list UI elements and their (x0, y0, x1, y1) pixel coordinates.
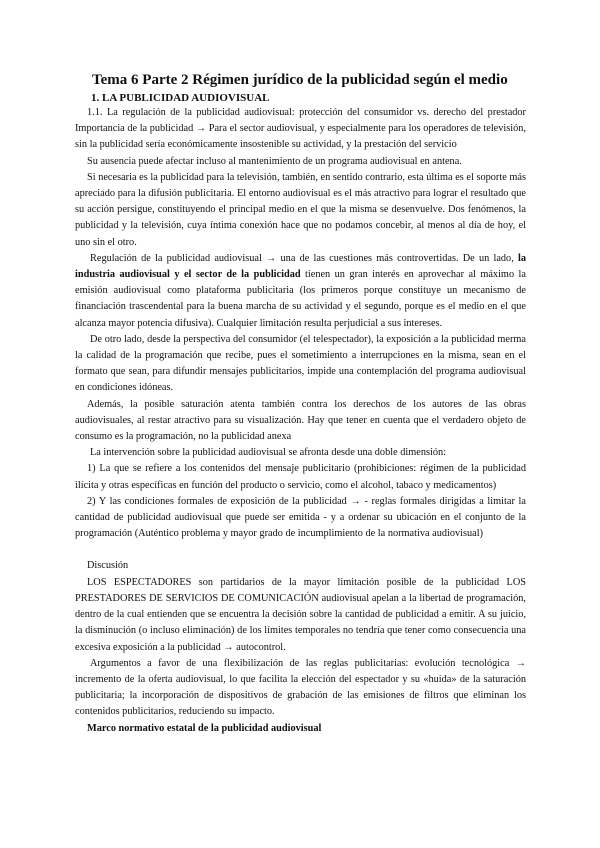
paragraph-tv-support: Si necesaria es la publicidad para la televisión, también, en sentido contrario, esta última es el soporte más apreciado para la difusión publicitaria. El entorno audiovisual es el más atractivo para lograr el resultado que su acción persigue, constituyendo el principal medio en el que la misma se desenvuelve. Dos fenómenos, la publicidad y la televisión, cuya íntima conexión hace que no podamos concebir, al menos al día de hoy, el uno sin el otro. (75, 171, 526, 248)
paragraph-formal-conditions: 2) Y las condiciones formales de exposición de la publicidad → - reglas formales dirigidas a limitar la cantidad de publicidad audiovisual que puede ser emitida - y a ordenar su ubicación en el conjunto de la programación (Auténtico problema y mayor grado de incumplimiento de la normativa audiovisual) (75, 495, 526, 540)
document-title: Tema 6 Parte 2 Régimen jurídico de la publicidad según el medio (92, 72, 508, 88)
industry-bold-text: la industria audiovisual y el sector de la publicidad (75, 252, 527, 281)
paragraph-saturation: Además, la posible saturación atenta también contra los derechos de los autores de las obras audiovisuales, al restar atractivo para su visualización. Hay que tener en cuenta que el verdadero objeto de consumo es la programación, no la publicidad anexa (75, 398, 526, 443)
paragraph-absence: Su ausencia puede afectar incluso al mantenimiento de un programa audiovisual en antena. (87, 155, 462, 167)
paragraph-importance: 1.1. La regulación de la publicidad audiovisual: protección del consumidor vs. derecho del prestador Importancia de la publicidad → Para el sector audiovisual, y especialmente para los operadores de televisión, sin la publicidad sería económicamente insostenible su actividad, y la prestación del servicio (75, 107, 526, 151)
legal-framework-heading: Marco normativo estatal de la publicidad audiovisual (87, 722, 322, 734)
spacer (75, 542, 526, 558)
paragraph-contents: 1) La que se refiere a los contenidos del mensaje publicitario (prohibiciones: régimen de la publicidad ilícita y otras específicas en función del producto o servicio, como el alcohol, tabaco y medicamentos) (75, 463, 526, 491)
paragraph-intervention: La intervención sobre la publicidad audiovisual se afronta desde una doble dimensión: (90, 447, 446, 459)
paragraph-legal-framework (75, 721, 526, 737)
paragraph-consumer: De otro lado, desde la perspectiva del consumidor (el telespectador), la exposición a la publicidad merma la calidad de la programación que recibe, pues el sometimiento a interrupciones en la misma, sean en el formato que sean, para difundir mensajes publicitarios, impide una contemplación del programa audiovisual en condiciones idóneas. (75, 333, 526, 394)
regulation-text-end: tienen un gran interés en aprovechar al máximo la emisión audiovisual como plataforma publicitaria (los primeros porque constituye un mecanismo de financiación trascendental para la buena marcha de su actividad y el segundo, porque es el medio en el que alcanza mayor potencia difusiva). Cualquier limitación resulta perjudicial a sus intereses. (75, 269, 526, 329)
paragraph-arguments: Argumentos a favor de una flexibilización de las reglas publicitarias: evolución tecnológica → incremento de la oferta audiovisual, lo que facilita la elección del espectador y su «huida» de la saturación publicitaria; la incorporación de dispositivos de grabación de las emisiones de filtros que eliminan los contenidos publicitarios, reduciendo su impacto. (75, 657, 526, 718)
discussion-heading: Discusión (87, 560, 129, 572)
paragraph-regulation (75, 251, 526, 332)
regulation-text: Regulación de la publicidad audiovisual → una de las cuestiones más controvertidas. De un lado, (90, 252, 514, 264)
section-heading: 1. LA PUBLICIDAD AUDIOVISUAL (91, 92, 270, 104)
document-body (75, 105, 526, 737)
paragraph-spectators: LOS ESPECTADORES son partidarios de la mayor limitación posible de la publicidad LOS PRESTADORES DE SERVICIOS DE COMUNICACIÓN audiovisual apelan a la libertad de programación, dentro de la cual entienden que se encuentra la decisión sobre la cantidad de publicidad a emitir. A su juicio, la disminución (o incluso eliminación) de los límites temporales no tendría que tener como consecuencia una excesiva exposición a la publicidad → autocontrol. (75, 576, 526, 653)
